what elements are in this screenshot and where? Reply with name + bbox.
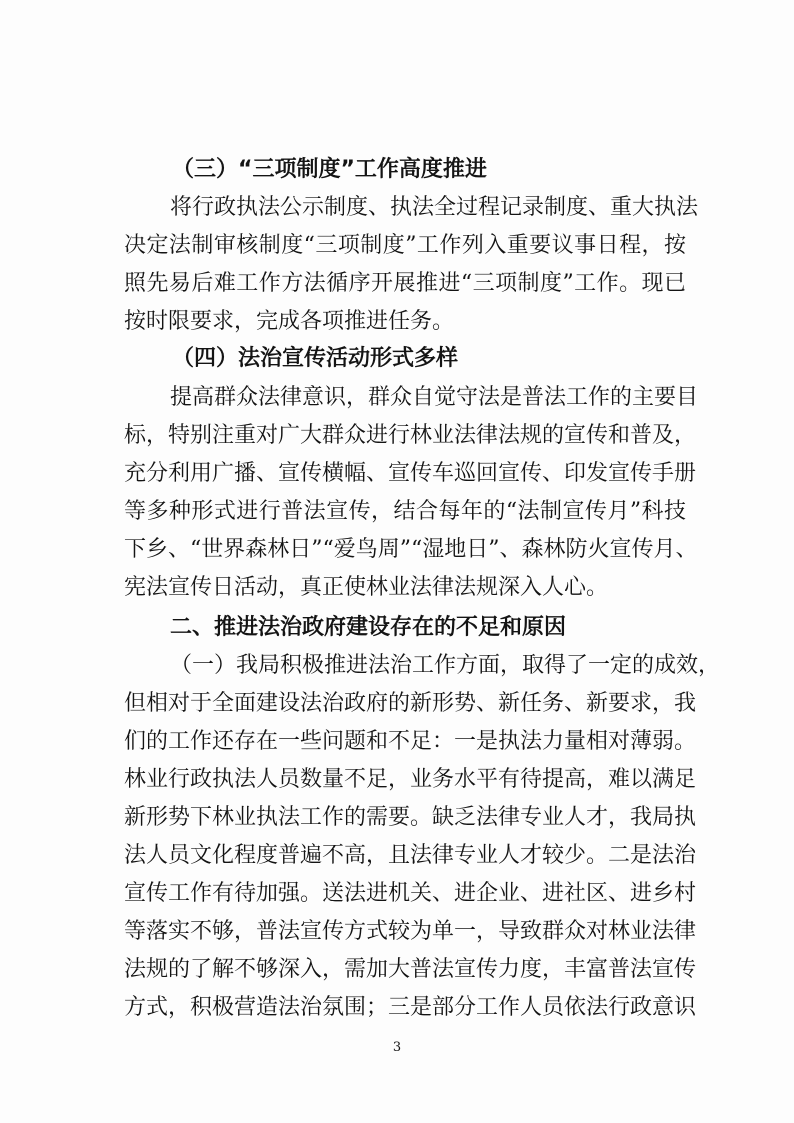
paragraph-line: 林业行政执法人员数量不足，业务水平有待提高，难以满足 [124, 767, 697, 792]
paragraph-line: 法人员文化程度普遍不高，且法律专业人才较少。二是法治 [124, 843, 697, 868]
paragraph-line: 等多种形式进行普法宣传，结合每年的“法制宣传月”科技 [124, 499, 686, 524]
paragraph-line: （一）我局积极推进法治工作方面，取得了一定的成效， [170, 653, 721, 678]
paragraph-line: 按时限要求，完成各项推进任务。 [124, 309, 455, 334]
paragraph-line: 方式，积极营造法治氛围；三是部分工作人员依法行政意识 [124, 995, 697, 1020]
paragraph-line: 等落实不够，普法宣传方式较为单一，导致群众对林业法律 [124, 919, 697, 944]
section-heading-3: （三）“三项制度”工作高度推进 [172, 157, 487, 182]
page-number: 3 [392, 1040, 402, 1055]
paragraph-line: 标，特别注重对广大群众进行林业法律法规的宣传和普及， [124, 423, 697, 448]
paragraph-line: 下乡、“世界森林日”“爱鸟周”“湿地日”、森林防火宣传月、 [124, 537, 698, 562]
paragraph-line: 照先易后难工作方法循序开展推进“三项制度”工作。现已 [124, 271, 686, 296]
paragraph-line: 宣传工作有待加强。送法进机关、进企业、进社区、进乡村 [124, 881, 697, 906]
paragraph-line: 决定法制审核制度“三项制度”工作列入重要议事日程，按 [124, 233, 686, 258]
section-heading-4: （四）法治宣传活动形式多样 [172, 346, 459, 371]
paragraph-line: 法规的了解不够深入，需加大普法宣传力度，丰富普法宣传 [124, 957, 697, 982]
paragraph-line: 们的工作还存在一些问题和不足：一是执法力量相对薄弱。 [124, 729, 697, 754]
paragraph-line: 将行政执法公示制度、执法全过程记录制度、重大执法 [170, 195, 699, 220]
part-heading-2: 二、推进法治政府建设存在的不足和原因 [170, 615, 567, 640]
paragraph-line: 充分利用广播、宣传横幅、宣传车巡回宣传、印发宣传手册 [124, 461, 697, 486]
paragraph-line: 提高群众法律意识，群众自觉守法是普法工作的主要目 [170, 385, 699, 410]
paragraph-line: 新形势下林业执法工作的需要。缺乏法律专业人才，我局执 [124, 805, 697, 830]
paragraph-line: 但相对于全面建设法治政府的新形势、新任务、新要求，我 [124, 691, 697, 716]
paragraph-line: 宪法宣传日活动，真正使林业法律法规深入人心。 [124, 575, 609, 600]
